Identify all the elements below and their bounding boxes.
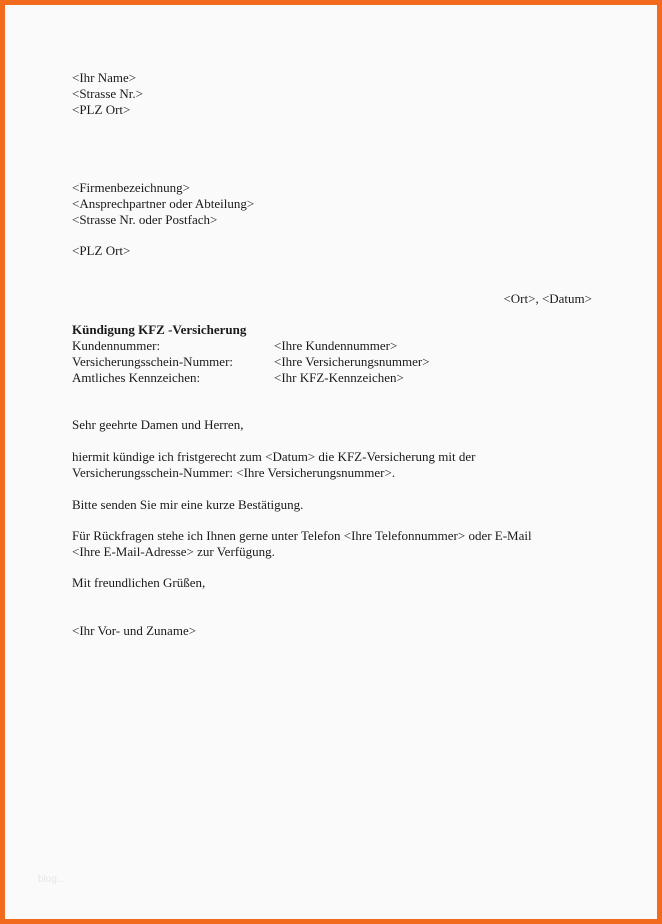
subject-block (72, 322, 430, 386)
reference-value: <Ihre Kundennummer> (274, 338, 398, 353)
paragraph-line: hiermit kündige ich fristgerecht zum <Datum> die KFZ-Versicherung mit der (72, 449, 476, 464)
closing (72, 575, 205, 591)
recipient-contact: <Ansprechpartner oder Abteilung> (72, 196, 255, 211)
closing-text: Mit freundlichen Grüßen, (72, 575, 206, 590)
body-paragraph-confirmation (72, 497, 303, 513)
reference-row-customer-number (72, 338, 430, 354)
paragraph-line: Bitte senden Sie mir eine kurze Bestätigung. (72, 497, 304, 512)
paragraph-line: <Ihre E-Mail-Adresse> zur Verfügung. (72, 544, 275, 559)
sender-name: <Ihr Name> (72, 70, 137, 85)
signature (72, 623, 196, 639)
salutation (72, 417, 243, 433)
watermark: blog... (38, 874, 66, 885)
reference-label: Versicherungsschein-Nummer: (72, 354, 234, 369)
place-date: <Ort>, <Datum> (503, 291, 592, 306)
sender-address (72, 70, 143, 118)
recipient-street: <Strasse Nr. oder Postfach> (72, 212, 218, 227)
recipient-city: <PLZ Ort> (72, 243, 131, 258)
salutation-text: Sehr geehrte Damen und Herren, (72, 417, 244, 432)
paragraph-line: Versicherungsschein-Nummer: <Ihre Versicherungsnummer>. (72, 465, 396, 480)
reference-label: Kundennummer: (72, 338, 161, 353)
sender-street: <Strasse Nr.> (72, 86, 143, 101)
subject-title: Kündigung KFZ -Versicherung (72, 322, 247, 337)
recipient-company: <Firmenbezeichnung> (72, 180, 190, 195)
reference-value: <Ihr KFZ-Kennzeichen> (274, 370, 404, 385)
reference-row-policy-number (72, 354, 430, 370)
paragraph-line: Für Rückfragen stehe ich Ihnen gerne unter Telefon <Ihre Telefonnummer> oder E-Mail (72, 528, 532, 543)
reference-label: Amtliches Kennzeichen: (72, 370, 201, 385)
signature-text: <Ihr Vor- und Zuname> (72, 623, 197, 638)
recipient-address (72, 180, 254, 228)
sender-city: <PLZ Ort> (72, 102, 131, 117)
reference-value: <Ihre Versicherungsnummer> (274, 354, 430, 369)
body-paragraph-contact (72, 528, 532, 560)
recipient-city-block (72, 243, 130, 259)
body-paragraph-termination (72, 449, 475, 481)
reference-row-license-plate (72, 370, 430, 386)
